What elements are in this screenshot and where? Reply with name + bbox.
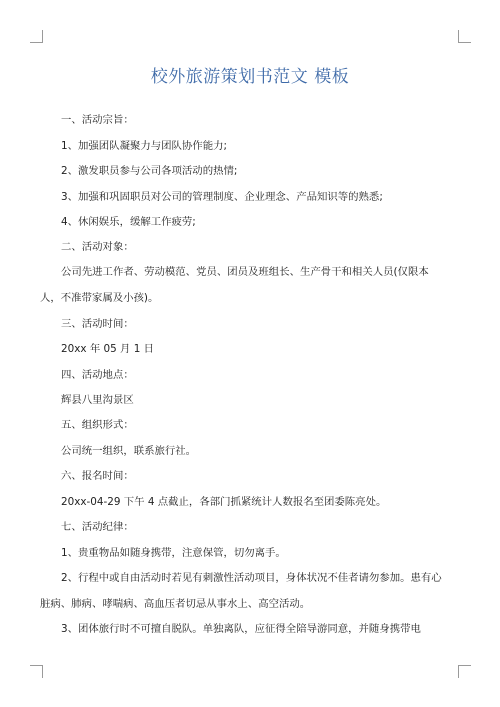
rules-item-2: 2、行程中或自由活动时若见有刺激性活动项目，身体状况不佳者请勿参加。患有心脏病、肺病、哮喘病、高血压者切忌从事水上、高空活动。 [40,572,442,610]
organization-paragraph: 公司统一组织，联系旅行社。 [61,445,197,457]
purpose-item-1: 1、加强团队凝聚力与团队协作能力; [61,140,227,152]
purpose-item-4: 4、休闲娱乐，缓解工作疲劳; [61,216,196,228]
crop-mark-top-right [458,30,471,43]
section-heading-location: 四、活动地点： [61,369,134,381]
document-title: 校外旅游策划书范文 模板 [150,67,350,87]
section-heading-purpose: 一、活动宗旨： [61,114,134,126]
section-heading-rules: 七、活动纪律： [61,521,134,533]
rules-item-1: 1、贵重物品如随身携带，注意保管，切勿离手。 [61,547,286,559]
participants-paragraph: 公司先进工作者、劳动模范、党员、团员及班组长、生产骨干和相关人员(仅限本人，不准带家属及小孩)。 [40,266,429,304]
activity-date: 20xx 年 05 月 1 日 [61,343,155,355]
crop-mark-bottom-right [458,665,471,678]
crop-mark-top-left [30,30,43,43]
section-heading-time: 三、活动时间： [61,318,134,330]
activity-location: 辉县八里沟景区 [61,394,134,406]
purpose-item-3: 3、加强和巩固职员对公司的管理制度、企业理念、产品知识等的熟悉; [61,191,383,203]
crop-mark-bottom-left [30,665,43,678]
purpose-item-2: 2、激发职员参与公司各项活动的热情; [61,165,238,177]
section-heading-organization: 五、组织形式： [61,419,134,431]
registration-paragraph: 20xx-04-29 下午 4 点截止，各部门抓紧统计人数报名至团委陈亮处。 [61,496,387,508]
rules-item-3: 3、团体旅行时不可擅自脱队。单独离队，应征得全陪导游同意，并随身携带电 [61,623,421,635]
section-heading-registration: 六、报名时间： [61,470,134,482]
section-heading-participants: 二、活动对象： [61,241,134,253]
